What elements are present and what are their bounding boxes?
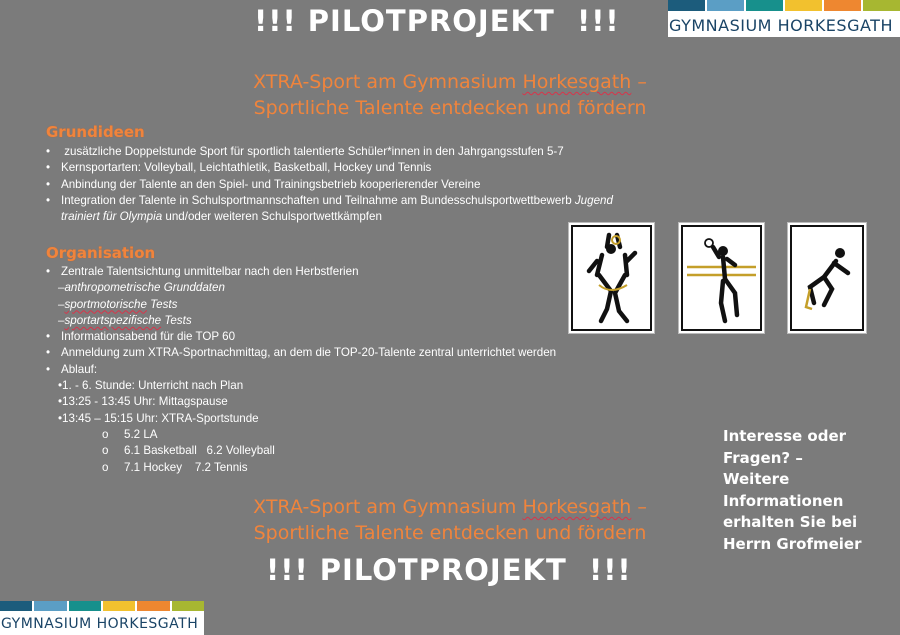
sub-item xyxy=(46,313,556,329)
group-text: 5.2 LA xyxy=(124,427,158,441)
circle-bullet: o xyxy=(102,427,109,441)
bullet: • xyxy=(46,362,51,376)
list-item-italic: trainiert für Olympia xyxy=(61,210,163,224)
list-item xyxy=(46,193,613,209)
logo-bar xyxy=(69,601,101,611)
basketball-pictogram-icon xyxy=(568,222,655,334)
subtitle-top-school: Horkesgath xyxy=(522,71,632,93)
logo-name: GYMNASIUM HORKESGATH xyxy=(669,16,893,35)
list-item xyxy=(46,329,556,345)
bullet: • xyxy=(46,330,51,344)
list-item-text: Anbindung der Talente an den Spiel- und Trainingsbetrieb kooperierender Vereine xyxy=(61,177,481,191)
list-item-text: Kernsportarten: Volleyball, Leichtathletik, Basketball, Hockey und Tennis xyxy=(61,161,432,175)
dash: – xyxy=(58,313,65,327)
sub-item-text: sportartspezifische xyxy=(64,313,162,327)
contact-info-text: Interesse oder Fragen? – Weitere Informationen erhalten Sie bei Herrn Grofmeier xyxy=(723,427,862,553)
logo-bar xyxy=(707,0,744,11)
logo-bar xyxy=(0,601,32,611)
section-grundideen-heading: Grundideen xyxy=(46,123,145,141)
list-item-text: und/oder weiteren Schulsportwettkämpfen xyxy=(162,210,382,224)
dash: – xyxy=(58,297,65,311)
logo-bar xyxy=(103,601,135,611)
sub-item-text: –anthropometrische Grunddaten xyxy=(58,281,225,295)
headline-bottom: !!! PILOTPROJEKT !!! xyxy=(266,553,632,587)
section-organisation-heading: Organisation xyxy=(46,244,156,262)
logo-color-bars xyxy=(0,601,204,611)
bullet: • xyxy=(46,161,51,175)
list-item-text: Ablauf: xyxy=(61,362,98,376)
circle-bullet: o xyxy=(102,444,109,458)
list-item xyxy=(46,144,613,160)
list-item-italic: Jugend xyxy=(574,193,613,207)
subtitle-top-line1: XTRA-Sport am Gymnasium xyxy=(253,71,523,93)
logo-bar xyxy=(746,0,783,11)
group-text: 6.1 Basketball 6.2 Volleyball xyxy=(124,444,275,458)
sub-item xyxy=(46,297,556,313)
list-item-text: Informationsabend für die TOP 60 xyxy=(61,330,236,344)
subtitle-bottom-line1: XTRA-Sport am Gymnasium xyxy=(253,496,523,518)
subtitle-top-dash: – xyxy=(631,71,647,93)
list-item-text: Anmeldung zum XTRA-Sportnachmittag, an dem die TOP-20-Talente zentral unterrichtet werden xyxy=(61,346,557,360)
list-item xyxy=(46,177,613,193)
list-item xyxy=(46,264,556,280)
sub-item-text: Tests xyxy=(161,313,192,327)
list-item xyxy=(46,160,613,176)
organisation-list xyxy=(46,264,556,476)
logo-color-bars xyxy=(668,0,900,11)
group-item xyxy=(46,460,556,476)
logo-bar xyxy=(34,601,66,611)
bullet: • xyxy=(46,265,51,278)
grundideen-list xyxy=(46,144,613,225)
group-item xyxy=(46,443,556,459)
subtitle-top-line2: Sportliche Talente entdecken und fördern xyxy=(253,97,647,119)
logo-bar xyxy=(172,601,204,611)
sub-item-text: Tests xyxy=(146,297,178,311)
bullet: • xyxy=(46,346,51,360)
bullet: • xyxy=(46,177,51,191)
subtitle-top xyxy=(150,69,750,121)
schedule-item: •13:45 – 15:15 Uhr: XTRA-Sportstunde xyxy=(58,411,259,425)
headline-top: !!! PILOTPROJEKT !!! xyxy=(254,4,620,38)
list-item-text: zusätzliche Doppelstunde Sport für sportlich talentierte Schüler*innen in den Jahrgangsstufen 5-7 xyxy=(61,145,564,158)
sub-item-text: sportmotorische xyxy=(64,297,147,311)
logo-name: GYMNASIUM HORKESGATH xyxy=(1,616,199,632)
list-item-continuation xyxy=(46,209,613,225)
bullet: • xyxy=(46,193,51,207)
logo-bar xyxy=(863,0,900,11)
circle-bullet: o xyxy=(102,460,109,474)
sub-item xyxy=(46,280,556,296)
subtitle-bottom xyxy=(150,494,750,546)
subtitle-bottom-school: Horkesgath xyxy=(522,496,632,518)
schedule-item: •1. - 6. Stunde: Unterricht nach Plan xyxy=(58,379,244,393)
list-item xyxy=(46,362,556,378)
logo-bar xyxy=(668,0,705,11)
group-item xyxy=(46,427,556,443)
subtitle-bottom-line2: Sportliche Talente entdecken und fördern xyxy=(253,522,647,544)
volleyball-pictogram-icon xyxy=(678,222,765,334)
list-item-text: Integration der Talente in Schulsportmannschaften und Teilnahme am Bundesschulsportwettbewerb xyxy=(61,193,575,207)
logo-bar xyxy=(137,601,169,611)
schedule-item: •13:25 - 13:45 Uhr: Mittagspause xyxy=(58,395,228,409)
logo-bar xyxy=(824,0,861,11)
bullet: • xyxy=(46,145,51,158)
subtitle-bottom-dash: – xyxy=(631,496,647,518)
group-text: 7.1 Hockey 7.2 Tennis xyxy=(124,460,248,474)
school-logo-top xyxy=(668,0,900,37)
list-item-text: Zentrale Talentsichtung unmittelbar nach den Herbstferien xyxy=(61,265,359,278)
school-logo-bottom xyxy=(0,601,204,635)
list-item xyxy=(46,345,556,361)
hockey-pictogram-icon xyxy=(787,222,867,334)
logo-bar xyxy=(785,0,822,11)
